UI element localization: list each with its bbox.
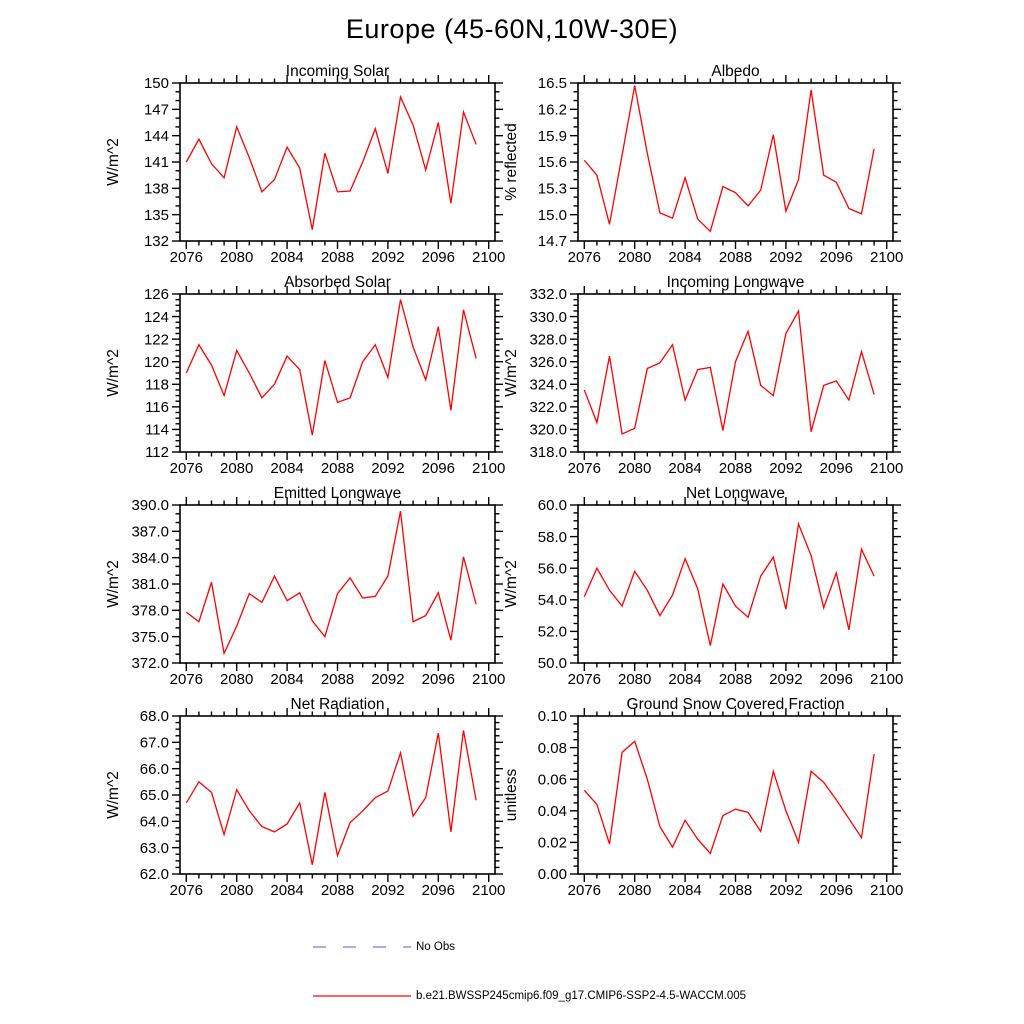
y-tick-label: 330.0 <box>529 308 567 326</box>
panel-title: Net Longwave <box>685 485 786 502</box>
x-tick-label: 2096 <box>819 882 853 899</box>
x-tick-label: 2076 <box>169 249 203 266</box>
x-tick-label: 2080 <box>618 249 652 266</box>
x-tick-label: 2084 <box>270 249 304 266</box>
y-tick-label: 0.06 <box>537 771 567 789</box>
x-tick-label: 2080 <box>220 460 254 477</box>
x-tick-label: 2084 <box>668 249 702 266</box>
x-tick-label: 2096 <box>819 671 853 688</box>
x-tick-label: 2088 <box>718 249 753 266</box>
panel-net-longwave <box>488 482 908 694</box>
x-tick-label: 2088 <box>320 882 355 899</box>
y-tick-label: 322.0 <box>529 399 567 417</box>
y-axis-label: % reflected <box>503 123 520 201</box>
y-tick-label: 15.0 <box>537 206 567 224</box>
y-tick-label: 114 <box>145 421 169 439</box>
chart-canvas <box>488 482 908 694</box>
x-tick-label: 2096 <box>421 671 455 688</box>
y-tick-label: 326.0 <box>529 353 567 371</box>
x-tick-label: 2088 <box>718 671 753 688</box>
x-tick-label: 2088 <box>320 671 355 688</box>
y-tick-label: 16.2 <box>537 101 567 119</box>
x-tick-label: 2080 <box>220 671 254 688</box>
x-tick-label: 2092 <box>769 671 803 688</box>
chart-canvas <box>90 60 510 272</box>
y-axis-label: W/m^2 <box>503 560 520 608</box>
y-tick-label: 52.0 <box>537 623 567 641</box>
x-tick-label: 2080 <box>220 882 254 899</box>
y-tick-label: 387.0 <box>131 523 169 541</box>
x-tick-label: 2100 <box>472 460 506 477</box>
y-tick-label: 0.08 <box>537 739 567 757</box>
y-tick-label: 58.0 <box>537 528 567 546</box>
chart-canvas <box>488 693 908 905</box>
y-tick-label: 318.0 <box>529 444 567 462</box>
series-line <box>186 511 476 653</box>
y-axis-label: W/m^2 <box>105 560 122 608</box>
x-tick-label: 2076 <box>567 460 601 477</box>
series-line <box>584 524 874 646</box>
y-tick-label: 54.0 <box>537 592 567 609</box>
x-tick-label: 2100 <box>870 671 904 688</box>
plot-frame <box>180 83 495 241</box>
panel-incoming-solar <box>90 60 510 272</box>
y-tick-label: 50.0 <box>537 655 567 673</box>
page-title: Europe (45-60N,10W-30E) <box>345 14 679 44</box>
x-tick-label: 2084 <box>668 882 702 899</box>
y-tick-label: 120 <box>143 353 169 371</box>
y-tick-label: 68.0 <box>139 708 169 726</box>
y-axis-label: W/m^2 <box>105 349 122 397</box>
plot-frame <box>180 294 495 452</box>
x-tick-label: 2100 <box>472 882 506 899</box>
y-tick-label: 138 <box>143 180 169 198</box>
x-tick-label: 2088 <box>718 460 753 477</box>
y-tick-label: 141 <box>143 154 169 172</box>
y-tick-label: 64.0 <box>139 813 169 831</box>
y-tick-label: 66.0 <box>139 760 169 778</box>
panel-net-radiation <box>90 693 510 905</box>
x-tick-label: 2076 <box>567 671 601 688</box>
y-tick-label: 118 <box>145 376 169 394</box>
y-axis-label: W/m^2 <box>105 138 122 186</box>
y-tick-label: 15.6 <box>537 154 567 172</box>
y-tick-label: 132 <box>143 233 169 251</box>
y-axis-label: unitless <box>503 768 520 822</box>
plot-frame <box>180 716 495 874</box>
x-tick-label: 2092 <box>371 249 405 266</box>
no-obs-line-swatch <box>312 940 412 954</box>
y-tick-label: 60.0 <box>537 497 567 515</box>
legend-entry-no-obs <box>312 940 455 954</box>
y-axis-label: W/m^2 <box>105 771 122 819</box>
panel-ground-snow-covered-fraction <box>488 693 908 905</box>
x-tick-label: 2076 <box>567 882 601 899</box>
y-tick-label: 15.3 <box>537 180 567 198</box>
y-axis-label: W/m^2 <box>503 349 520 397</box>
x-tick-label: 2084 <box>668 460 702 477</box>
y-tick-label: 116 <box>145 399 169 417</box>
y-tick-label: 332.0 <box>529 286 567 304</box>
y-tick-label: 65.0 <box>139 787 169 805</box>
panel-title: Incoming Longwave <box>666 274 805 291</box>
x-tick-label: 2092 <box>769 882 803 899</box>
series-line <box>584 86 874 232</box>
y-tick-label: 390.0 <box>131 497 169 515</box>
chart-canvas <box>90 693 510 905</box>
panel-title: Net Radiation <box>290 696 385 713</box>
x-tick-label: 2096 <box>421 460 455 477</box>
y-tick-label: 15.9 <box>537 127 567 145</box>
legend-label: No Obs <box>416 941 455 953</box>
y-tick-label: 372.0 <box>131 655 169 673</box>
x-tick-label: 2100 <box>472 249 506 266</box>
plot-frame <box>180 505 495 663</box>
y-tick-label: 378.0 <box>131 602 169 620</box>
x-tick-label: 2092 <box>371 460 405 477</box>
y-tick-label: 122 <box>143 331 169 349</box>
x-tick-label: 2100 <box>870 460 904 477</box>
panel-title: Ground Snow Covered Fraction <box>626 696 845 713</box>
x-tick-label: 2092 <box>769 460 803 477</box>
x-tick-label: 2080 <box>618 882 652 899</box>
series-line <box>186 97 476 230</box>
x-tick-label: 2096 <box>421 249 455 266</box>
panel-title: Absorbed Solar <box>284 274 391 291</box>
x-tick-label: 2084 <box>270 882 304 899</box>
panel-title: Albedo <box>711 63 760 80</box>
panel-incoming-longwave <box>488 271 908 483</box>
y-tick-label: 384.0 <box>131 549 169 567</box>
y-tick-label: 0.10 <box>537 708 567 726</box>
y-tick-label: 56.0 <box>537 560 567 578</box>
plot-frame <box>578 294 893 452</box>
series-line-swatch <box>312 989 412 1003</box>
y-tick-label: 0.04 <box>537 803 567 820</box>
x-tick-label: 2088 <box>320 460 355 477</box>
x-tick-label: 2092 <box>769 249 803 266</box>
y-tick-label: 0.02 <box>537 834 567 852</box>
chart-canvas <box>488 271 908 483</box>
x-tick-label: 2076 <box>169 671 203 688</box>
y-tick-label: 112 <box>145 444 169 462</box>
x-tick-label: 2096 <box>819 249 853 266</box>
plot-frame <box>578 83 893 241</box>
x-tick-label: 2080 <box>618 671 652 688</box>
panel-title: Emitted Longwave <box>273 485 402 502</box>
series-line <box>186 300 476 435</box>
y-tick-label: 0.00 <box>537 866 567 884</box>
x-tick-label: 2084 <box>668 671 702 688</box>
y-tick-label: 16.5 <box>537 75 567 93</box>
panel-absorbed-solar <box>90 271 510 483</box>
x-tick-label: 2100 <box>870 882 904 899</box>
x-tick-label: 2076 <box>567 249 601 266</box>
series-line <box>186 730 476 864</box>
x-tick-label: 2096 <box>819 460 853 477</box>
y-tick-label: 375.0 <box>131 628 169 646</box>
plot-frame <box>578 505 893 663</box>
x-tick-label: 2092 <box>371 882 405 899</box>
y-tick-label: 126 <box>143 286 169 304</box>
y-tick-label: 144 <box>143 127 169 145</box>
chart-canvas <box>488 60 908 272</box>
y-tick-label: 63.0 <box>139 839 169 857</box>
y-tick-label: 67.0 <box>139 734 169 752</box>
plot-frame <box>578 716 893 874</box>
y-tick-label: 124 <box>143 308 169 326</box>
x-tick-label: 2088 <box>320 249 355 266</box>
y-tick-label: 328.0 <box>529 331 567 349</box>
x-tick-label: 2080 <box>220 249 254 266</box>
y-tick-label: 147 <box>143 101 169 119</box>
x-tick-label: 2092 <box>371 671 405 688</box>
series-line <box>584 741 874 853</box>
y-tick-label: 150 <box>143 75 169 93</box>
x-tick-label: 2076 <box>169 882 203 899</box>
legend-entry-series <box>312 989 746 1003</box>
x-tick-label: 2076 <box>169 460 203 477</box>
x-tick-label: 2100 <box>472 671 506 688</box>
y-tick-label: 14.7 <box>537 233 567 251</box>
series-line <box>584 311 874 434</box>
y-tick-label: 320.0 <box>529 421 567 439</box>
x-tick-label: 2080 <box>618 460 652 477</box>
x-tick-label: 2096 <box>421 882 455 899</box>
x-tick-label: 2100 <box>870 249 904 266</box>
x-tick-label: 2088 <box>718 882 753 899</box>
panel-albedo <box>488 60 908 272</box>
y-tick-label: 324.0 <box>529 376 567 394</box>
y-tick-label: 381.0 <box>131 576 169 594</box>
chart-canvas <box>90 482 510 694</box>
panel-emitted-longwave <box>90 482 510 694</box>
legend-label: b.e21.BWSSP245cmip6.f09_g17.CMIP6-SSP2-4.5-WACCM.005 <box>416 990 747 1002</box>
x-tick-label: 2084 <box>270 460 304 477</box>
x-tick-label: 2084 <box>270 671 304 688</box>
panel-title: Incoming Solar <box>285 63 390 80</box>
y-tick-label: 135 <box>143 206 169 224</box>
y-tick-label: 62.0 <box>139 866 169 884</box>
chart-canvas <box>90 271 510 483</box>
